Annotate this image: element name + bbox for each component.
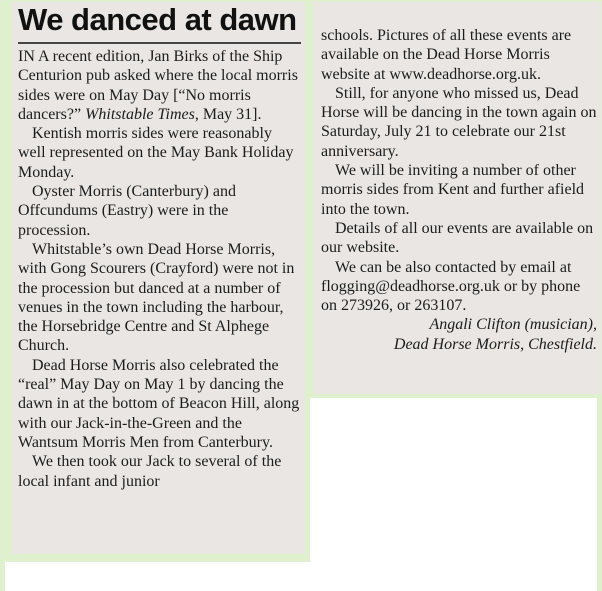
paragraph: Details of all our events are available on our website. bbox=[321, 219, 594, 257]
headline: We danced at dawn bbox=[18, 2, 297, 37]
headline-rule bbox=[18, 42, 301, 44]
paragraph: We then took our Jack to several of the local infant and junior bbox=[18, 453, 282, 490]
paragraph: Dead Horse Morris also celebrated the “real” May Day on May 1 by dancing the dawn in at the bottom of Beacon Hill, along with our Jack-in-the-Green and the Wantsum Morris Men from Canterbury. bbox=[18, 356, 300, 451]
paragraph: We can be also contacted by email at flogging@deadhorse.org.uk or by phone on 273926, or 263107. bbox=[321, 258, 581, 315]
signature-affiliation: Dead Horse Morris, Chestfield. bbox=[393, 335, 597, 353]
paragraph: Whitstable’s own Dead Horse Morris, with Gong Scourers (Crayford) were not in the procession but danced at a number of venues in the town including the harbour, the Horsebridge Centre and St Alphege Church. bbox=[18, 240, 295, 355]
paragraph: IN A recent edition, Jan Birks of the Ship Centurion pub asked where the local morris sides were on May Day [“No morris dancers?” Whitstable Times, May 31]. bbox=[18, 48, 298, 123]
paragraph: We will be inviting a number of other morris sides from Kent and further afield into the town. bbox=[321, 162, 585, 218]
blank-strip bbox=[5, 562, 597, 591]
paragraph: Oyster Morris (Canterbury) and Offcundums (Eastry) were in the procession. bbox=[18, 183, 236, 239]
article-column-right bbox=[313, 2, 601, 394]
paragraph: schools. Pictures of all these events are available on the Dead Horse Morris website at www.deadhorse.org.uk. bbox=[321, 27, 572, 83]
paragraph: Kentish morris sides were reasonably well represented on the May Bank Holiday Monday. bbox=[18, 125, 294, 181]
article-column-left bbox=[12, 2, 305, 554]
signature-name: Angali Clifton (musician), bbox=[429, 316, 597, 334]
blank-area bbox=[310, 398, 597, 562]
publication-name: Whitstable Times bbox=[85, 105, 195, 123]
paragraph: Still, for anyone who missed us, Dead Horse will be dancing in the town again on Saturday, July 21 to celebrate our 21st anniversary. bbox=[321, 84, 597, 160]
